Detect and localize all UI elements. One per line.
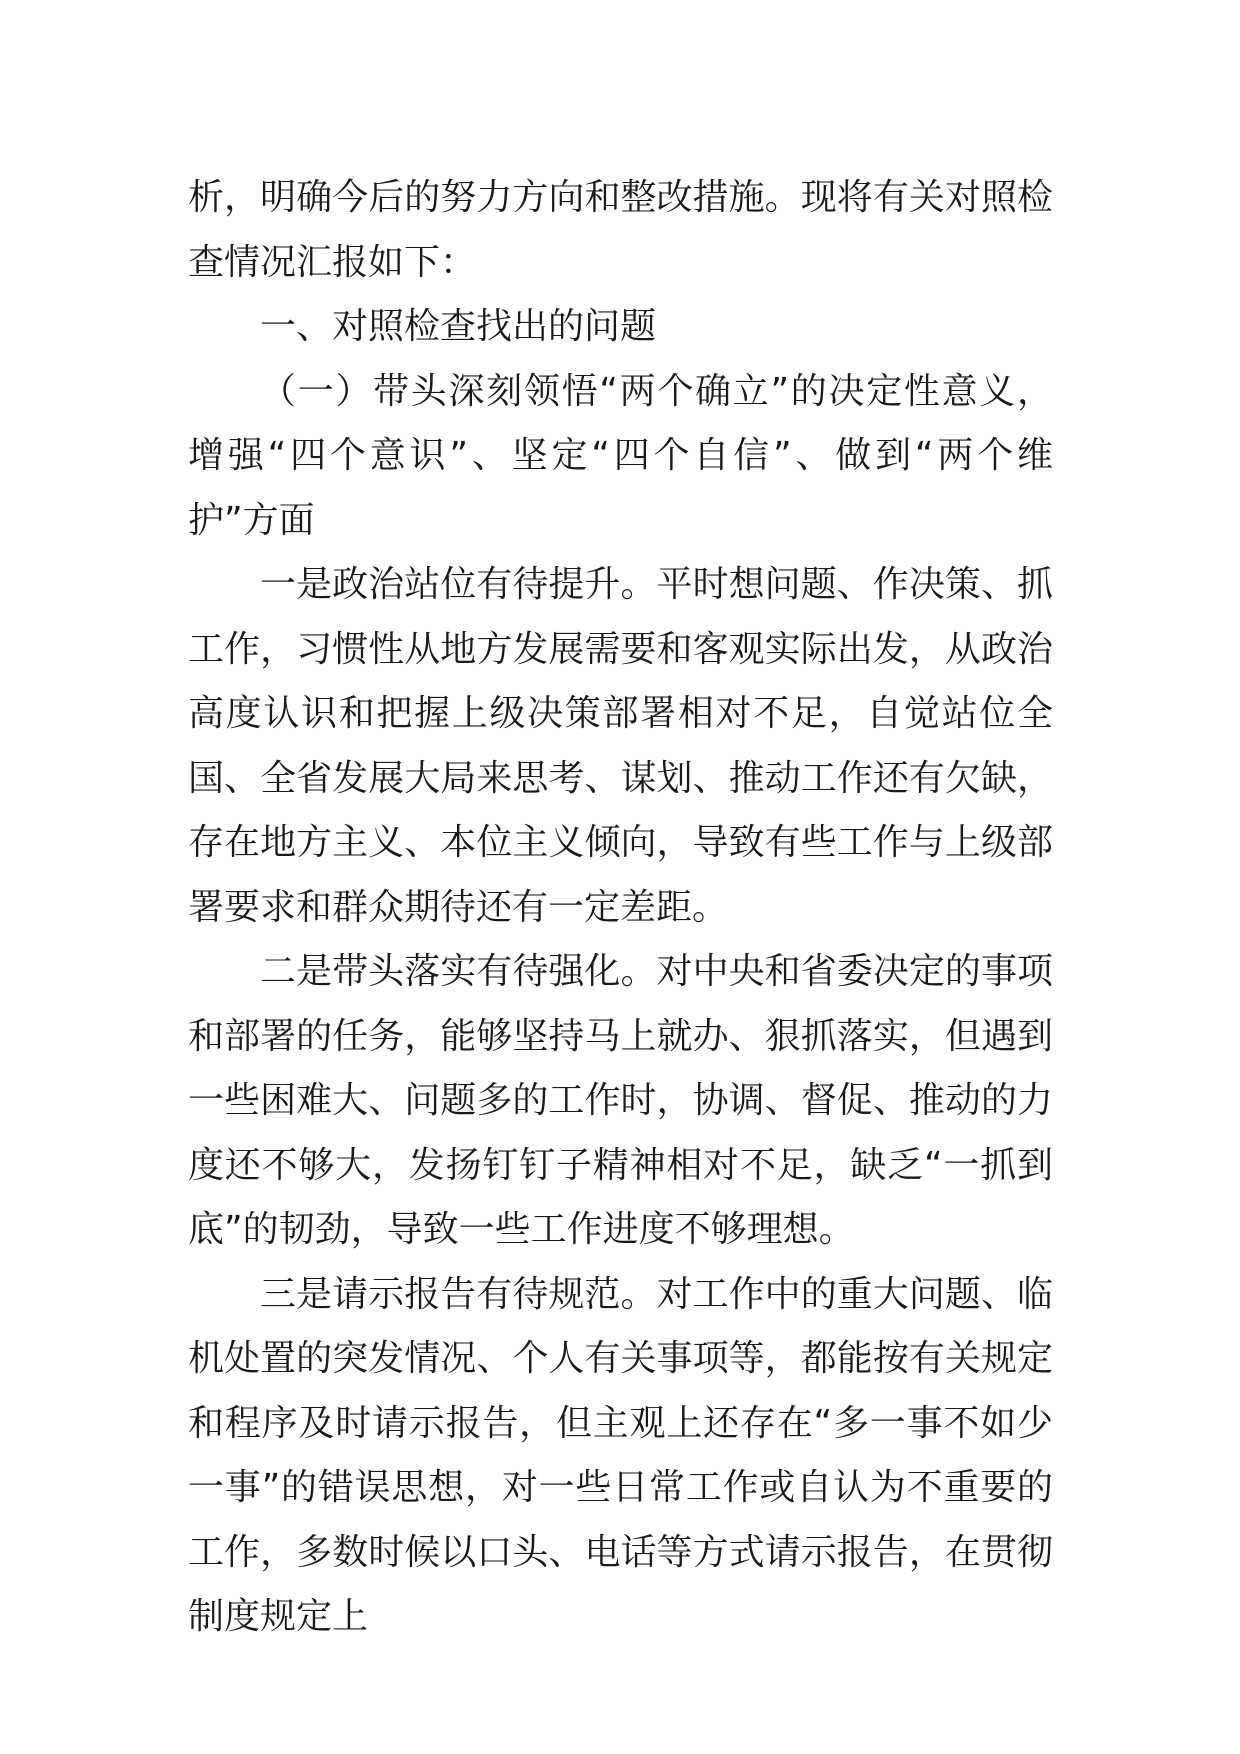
document-page <box>188 166 1053 1650</box>
subsection-heading: （一）带头深刻领悟“两个确立”的决定性意义，增强“四个意识”、坚定“四个自信”、做到“两个维护”方面 <box>188 370 1053 541</box>
section-heading: 一、对照检查找出的问题 <box>260 306 657 347</box>
paragraph-continuation: 析，明确今后的努力方向和整改措施。现将有关对照检查情况汇报如下： <box>188 177 1053 283</box>
paragraph-implementation: 二是带头落实有待强化。对中央和省委决定的事项和部署的任务，能够坚持马上就办、狠抓落实，但遇到一些困难大、问题多的工作时，协调、督促、推动的力度还不够大，发扬钉钉子精神相对不足，缺乏“一抓到底”的韧劲，导致一些工作进度不够理想。 <box>188 951 1053 1250</box>
paragraph-political-stance: 一是政治站位有待提升。平时想问题、作决策、抓工作，习惯性从地方发展需要和客观实际出发，从政治高度认识和把握上级决策部署相对不足，自觉站位全国、全省发展大局来思考、谋划、推动工作还有欠缺，存在地方主义、本位主义倾向，导致有些工作与上级部署要求和群众期待还有一定差距。 <box>188 564 1053 928</box>
paragraph-reporting: 三是请示报告有待规范。对工作中的重大问题、临机处置的突发情况、个人有关事项等，都能按有关规定和程序及时请示报告，但主观上还存在“多一事不如少一事”的错误思想，对一些日常工作或自认为不重要的工作，多数时候以口头、电话等方式请示报告，在贯彻制度规定上 <box>188 1273 1053 1637</box>
